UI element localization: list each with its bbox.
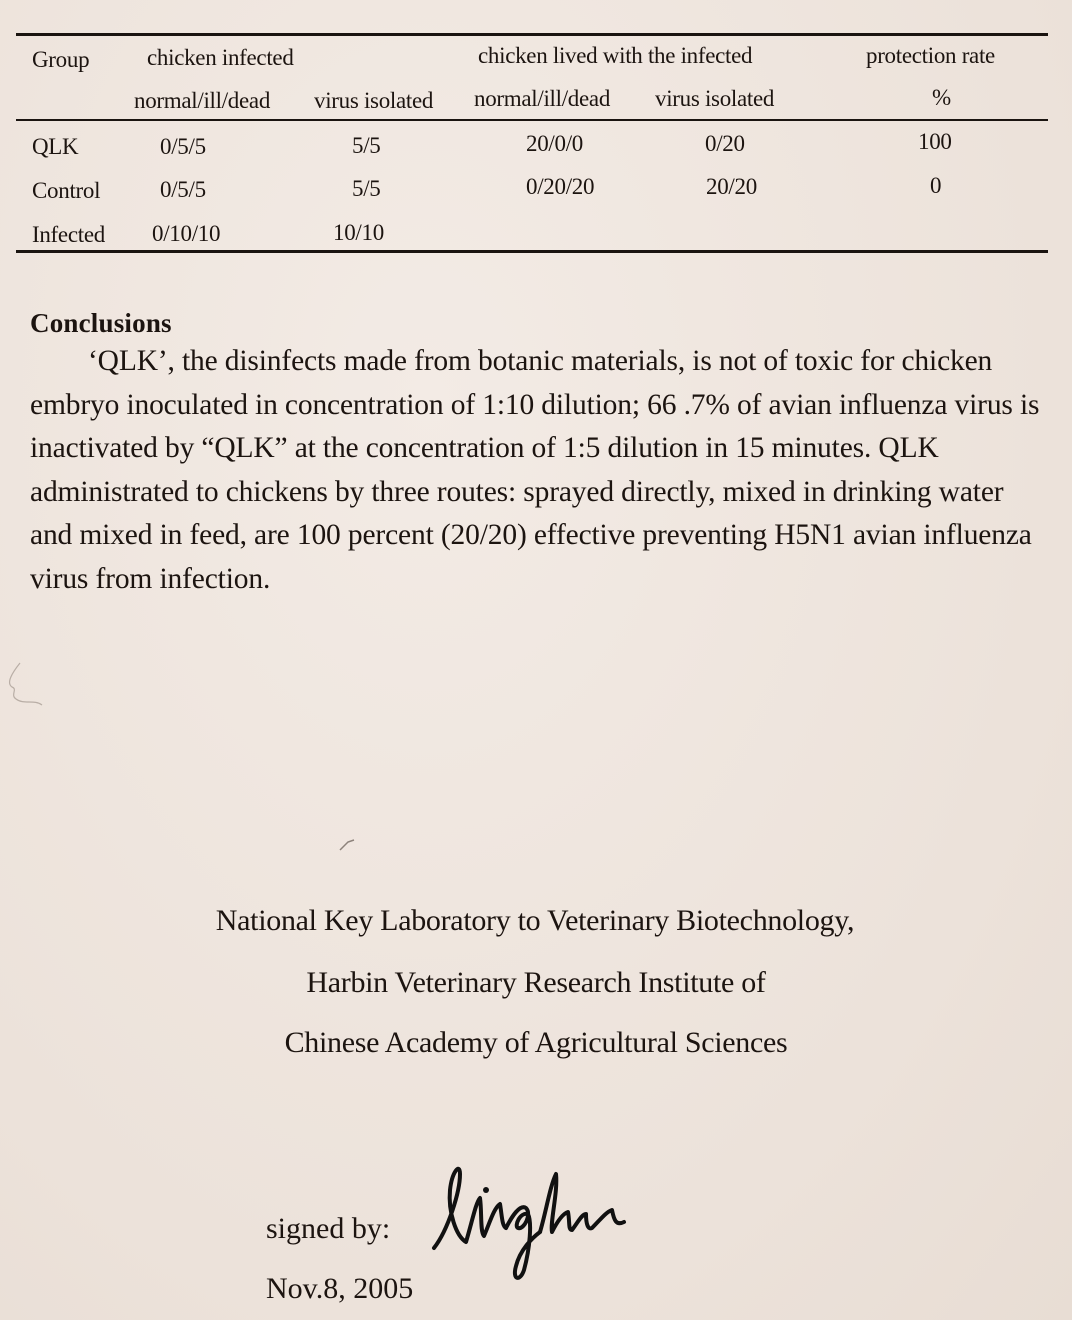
table-row-control-rate: 0 — [930, 173, 942, 198]
header-normal-ill-dead-2: normal/ill/dead — [474, 86, 611, 111]
header-protection-rate: protection rate — [866, 43, 995, 68]
table-row-control-vi1: 5/5 — [352, 176, 381, 201]
institution-line-3: Chinese Academy of Agricultural Sciences — [284, 1026, 788, 1059]
conclusions-heading: Conclusions — [30, 308, 172, 338]
institution-line-2: Harbin Veterinary Research Institute of — [306, 966, 766, 999]
stray-tick-icon — [336, 836, 360, 856]
header-group: Group — [32, 47, 90, 72]
table-row-qlk-vi1: 5/5 — [352, 133, 381, 158]
stray-mark-icon — [2, 655, 62, 715]
header-virus-isolated-2: virus isolated — [655, 86, 775, 111]
signed-by-label: signed by: — [266, 1212, 391, 1245]
table-row-control-nid1: 0/5/5 — [160, 177, 206, 202]
table-row-control-group: Control — [32, 178, 101, 203]
conclusions-paragraph: ‘QLK’, the disinfects made from botanic materials, is not of toxic for chicken embryo inoculated in concentration of 1:10 dilution; 66 .7% of avian influenza virus is inactivated by “QLK” at the concentration of 1:5 dilution in 15 minutes. QLK administrated to chickens by three routes: sprayed directly, mixed in drinking water and mixed in feed, are 100 percent (20/20) effective preventing H5N1 avian influenza virus from infection. — [30, 345, 1040, 595]
header-normal-ill-dead-1: normal/ill/dead — [134, 88, 271, 113]
table-row-infected-nid1: 0/10/10 — [152, 221, 221, 246]
conclusions-text — [30, 340, 1040, 602]
table-row-qlk-nid2: 20/0/0 — [526, 131, 583, 156]
table-row-qlk-group: QLK — [32, 134, 79, 159]
table-row-qlk-rate: 100 — [918, 129, 952, 154]
handwritten-signature-icon — [420, 1152, 640, 1292]
table-row-qlk-nid1: 0/5/5 — [160, 134, 206, 159]
signature-date: Nov.8, 2005 — [266, 1272, 414, 1305]
table-row-infected-vi1: 10/10 — [333, 220, 384, 245]
table-bottom-rule — [16, 250, 1048, 253]
header-chicken-infected: chicken infected — [147, 45, 294, 70]
table-row-control-vi2: 20/20 — [706, 174, 757, 199]
institution-line-1: National Key Laboratory to Veterinary Biotechnology, — [215, 904, 855, 937]
header-percent: % — [932, 85, 951, 110]
table-top-rule — [16, 33, 1048, 36]
table-row-qlk-vi2: 0/20 — [705, 131, 745, 156]
header-lived-with: chicken lived with the infected — [478, 43, 753, 68]
header-virus-isolated-1: virus isolated — [314, 88, 434, 113]
table-row-infected-group: Infected — [32, 222, 105, 247]
table-row-control-nid2: 0/20/20 — [526, 174, 595, 199]
table-header-rule — [16, 119, 1048, 121]
